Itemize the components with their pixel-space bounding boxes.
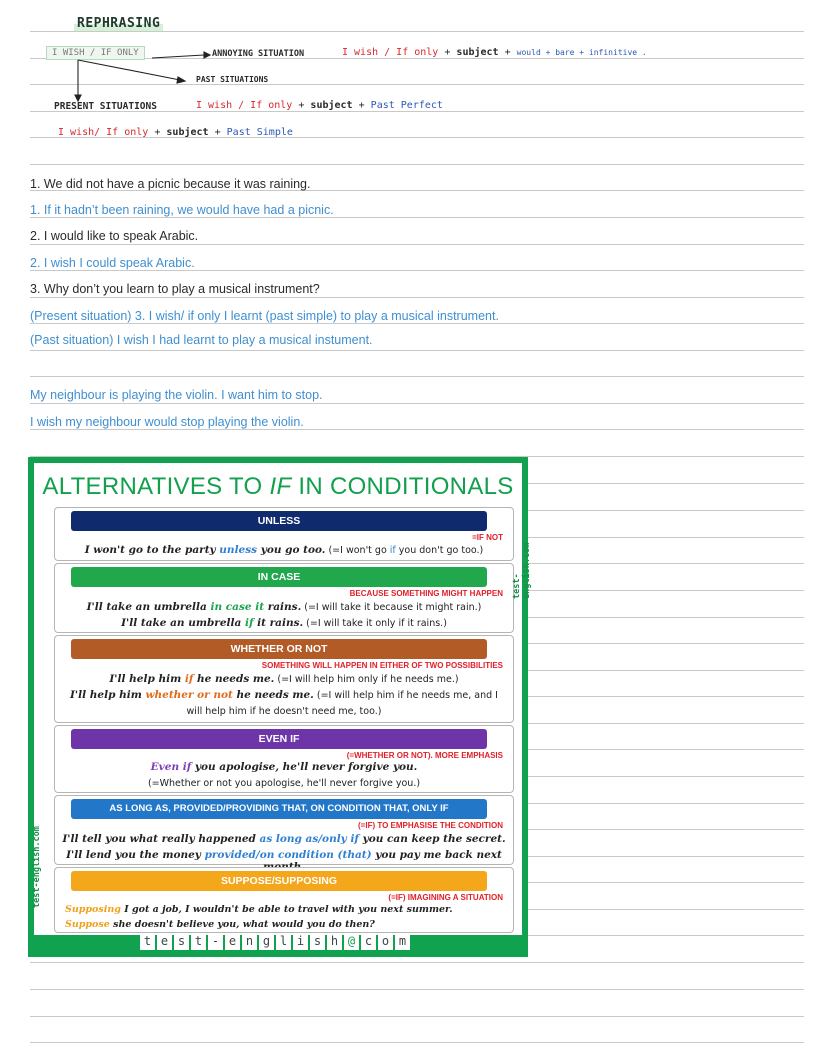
exercise-answer: I wish my neighbour would stop playing the violin. [30, 415, 304, 429]
title-if: IF [269, 473, 292, 500]
example-sentence [55, 705, 513, 717]
card-title-bar: WHETHER OR NOT [71, 639, 487, 659]
sentence-part: I'll help him [70, 689, 146, 701]
title-part: IN CONDITIONALS [291, 473, 514, 500]
past-formula [196, 100, 443, 111]
keyword: unless [219, 544, 258, 556]
infographic-title [34, 473, 522, 501]
card-suppose [54, 867, 514, 933]
formula-subject: subject [310, 100, 353, 111]
brand-letter: - [208, 933, 223, 950]
formula-tense: Past Perfect [370, 100, 443, 111]
brand-letter: o [378, 933, 393, 950]
card-aslong [54, 795, 514, 865]
example-sentence [55, 833, 513, 845]
keyword: whether or not [145, 689, 233, 701]
exercise-answer: My neighbour is playing the violin. I want him to stop. [30, 388, 323, 402]
exercise-answer: 1. If it hadn’t been raining, we would have had a picnic. [30, 203, 334, 217]
card-incase [54, 563, 514, 633]
brand-letter: l [276, 933, 291, 950]
present-formula [58, 127, 293, 138]
title-part: ALTERNATIVES TO [42, 473, 270, 500]
example-sentence [55, 544, 513, 556]
brand-letter: h [327, 933, 342, 950]
exercise-answer: (Present situation) 3. I wish/ if only I learnt (past simple) to play a musical instrument. [30, 309, 499, 323]
example-sentence [55, 689, 513, 701]
formula-wish: I wish/ If only [58, 127, 149, 138]
sentence-part: it rains. [253, 617, 304, 629]
formula-subject: subject [456, 47, 499, 58]
sentence-part: she doesn't believe you, what would you do then? [109, 919, 375, 930]
brand-letter: i [293, 933, 308, 950]
brand-letter: g [259, 933, 274, 950]
exercise-answer: (Past situation) I wish I had learnt to play a musical instument. [30, 333, 373, 347]
explanation: (=I will take it because it might rain.) [301, 602, 482, 613]
example-sentence [65, 919, 523, 930]
card-unless [54, 507, 514, 561]
sentence-part: I won't go to the party [84, 544, 220, 556]
explanation: (=Whether or not you apologise, he'll never forgive you.) [147, 778, 421, 789]
brand-letter: e [225, 933, 240, 950]
exercise-answer: 2. I wish I could speak Arabic. [30, 256, 195, 270]
brand-letter: m [395, 933, 410, 950]
brand-letter: t [140, 933, 155, 950]
card-title-bar: AS LONG AS, PROVIDED/PROVIDING THAT, ON CONDITION THAT, ONLY IF [71, 799, 487, 819]
card-tag: (=IF) TO EMPHASISE THE CONDITION [358, 821, 503, 830]
sentence-part: he needs me. [232, 689, 314, 701]
explanation: (=I will help him if he needs me, and I [313, 690, 498, 701]
formula-subject: subject [166, 127, 209, 138]
card-tag: BECAUSE SOMETHING MIGHT HAPPEN [349, 589, 503, 598]
sentence-part: you can keep the secret. [358, 833, 506, 845]
keyword: if [184, 673, 194, 685]
brand-letter: t [191, 933, 206, 950]
exercise-line: 3. Why don’t you learn to play a musical instrument? [30, 282, 320, 296]
annoying-label: ANNOYING SITUATION [212, 49, 305, 59]
side-watermark: test-english.com [512, 542, 532, 599]
card-title-bar: UNLESS [71, 511, 487, 531]
brand-letter: c [361, 933, 376, 950]
sentence-part: I'll take an umbrella [121, 617, 245, 629]
sentence-part: I got a job, I wouldn't be able to travel with you next summer. [120, 904, 453, 915]
brand-footer [140, 933, 410, 951]
example-sentence [55, 617, 513, 629]
card-tag: (=IF) IMAGINING A SITUATION [388, 893, 503, 902]
keyword: if [244, 617, 254, 629]
explanation: (=I will help him only if he needs me.) [274, 674, 459, 685]
exercise-line: 2. I would like to speak Arabic. [30, 229, 199, 243]
conditionals-infographic [28, 457, 532, 957]
sentence-part: you pay me back next [375, 849, 502, 861]
keyword: as long as/only if [259, 833, 359, 845]
card-tag: (=WHETHER OR NOT). MORE EMPHASIS [346, 751, 503, 760]
explanation: (=I will take it only if it rains.) [303, 618, 447, 629]
card-title-bar: SUPPOSE/SUPPOSING [71, 871, 487, 891]
sentence-part: I'll help him [109, 673, 185, 685]
formula-wish: I wish / If only [342, 47, 439, 58]
keyword: Supposing [65, 904, 121, 915]
annoying-formula [342, 47, 647, 58]
sentence-part: I'll tell you what really happened [62, 833, 260, 845]
boxed-label: I WISH / IF ONLY [46, 46, 145, 60]
brand-letter: e [157, 933, 172, 950]
formula-plus: + [154, 127, 161, 138]
explanation: you don't go too.) [395, 545, 484, 556]
side-watermark: test-english.com [32, 826, 42, 908]
card-title-bar: EVEN IF [71, 729, 487, 749]
sentence-part: rains. [264, 601, 302, 613]
keyword: Suppose [65, 919, 110, 930]
example-sentence [55, 777, 513, 789]
sentence-part: I'll lend you the money [66, 849, 205, 861]
card-tag: =IF NOT [472, 533, 503, 542]
notes-heading: REPHRASING [74, 16, 163, 31]
keyword: Even if [150, 761, 192, 773]
formula-plus: + [214, 127, 221, 138]
sentence-part: you go too. [257, 544, 326, 556]
example-sentence [55, 761, 513, 773]
card-tag: SOMETHING WILL HAPPEN IN EITHER OF TWO POSSIBILITIES [261, 661, 503, 670]
formula-tense: Past Simple [226, 127, 293, 138]
brand-letter: n [242, 933, 257, 950]
formula-wish: I wish / If only [196, 100, 293, 111]
example-sentence [55, 601, 513, 613]
explanation: will help him if he doesn't need me, too.) [186, 706, 382, 717]
card-title-bar: IN CASE [71, 567, 487, 587]
formula-plus: + [358, 100, 365, 111]
brand-letter: @ [344, 933, 359, 950]
keyword: in case it [210, 601, 265, 613]
present-label: PRESENT SITUATIONS [54, 101, 157, 112]
past-label: PAST SITUATIONS [196, 75, 269, 84]
formula-tense: would + bare + infinitive . [516, 48, 647, 57]
example-sentence [55, 673, 513, 685]
example-sentence [65, 904, 523, 915]
keyword: provided/on condition (that) [204, 849, 372, 861]
infographic-panel [32, 463, 532, 935]
card-evenif [54, 725, 514, 793]
formula-plus: + [444, 47, 451, 58]
sentence-part: I'll take an umbrella [86, 601, 211, 613]
exercise-line: 1. We did not have a picnic because it was raining. [30, 177, 311, 191]
explanation: (=I won't go [325, 545, 390, 556]
brand-letter: s [310, 933, 325, 950]
card-whether [54, 635, 514, 723]
formula-plus: + [504, 47, 511, 58]
brand-letter: s [174, 933, 189, 950]
keyword: if [389, 545, 396, 556]
formula-plus: + [298, 100, 305, 111]
sentence-part: he needs me. [193, 673, 275, 685]
sentence-part: you apologise, he'll never forgive you. [191, 761, 418, 773]
